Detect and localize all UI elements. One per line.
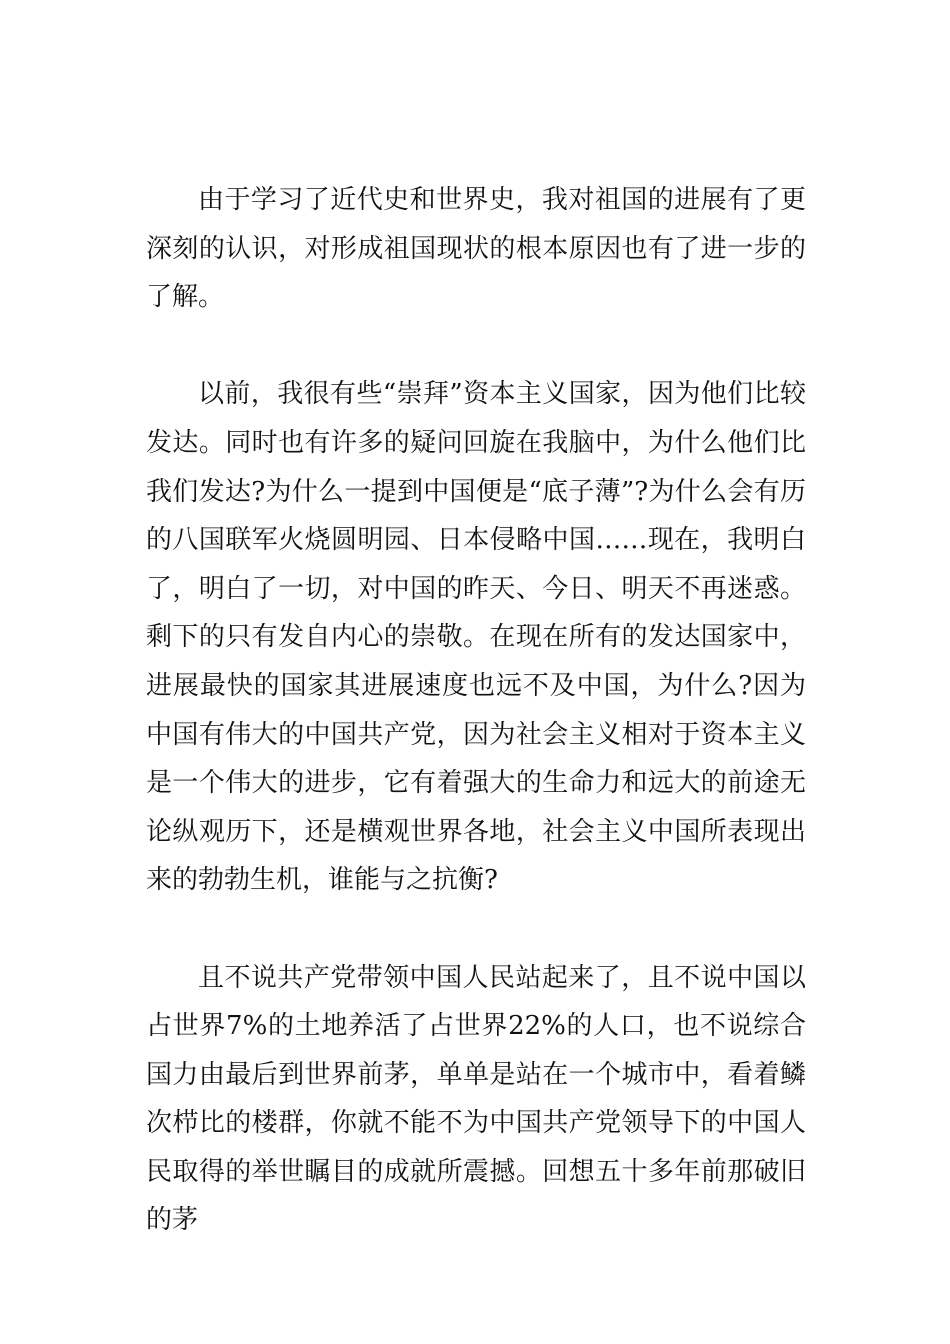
document-body bbox=[146, 176, 806, 1245]
paragraph-1: 由于学习了近代史和世界史，我对祖国的进展有了更深刻的认识，对形成祖国现状的根本原因也有了进一步的了解。 bbox=[146, 185, 806, 313]
paragraph-3: 且不说共产党带领中国人民站起来了，且不说中国以占世界7%的土地养活了占世界22%的人口，也不说综合国力由最后到世界前茅，单单是站在一个城市中，看着鳞次栉比的楼群，你就不能不为中国共产党领导下的中国人民取得的举世瞩目的成就所震撼。回想五十多年前那破旧的茅 bbox=[146, 962, 806, 1236]
paragraph-2: 以前，我很有些“崇拜”资本主义国家，因为他们比较发达。同时也有许多的疑问回旋在我脑中，为什么他们比我们发达?为什么一提到中国便是“底子薄”?为什么会有历的八国联军火烧圆明园、日本侵略中国……现在，我明白了，明白了一切，对中国的昨天、今日、明天不再迷惑。剩下的只有发自内心的崇敬。在现在所有的发达国家中，进展最快的国家其进展速度也远不及中国，为什么?因为中国有伟大的中国共产党，因为社会主义相对于资本主义是一个伟大的进步，它有着强大的生命力和远大的前途无论纵观历下，还是横观世界各地，社会主义中国所表现出来的勃勃生机，谁能与之抗衡? bbox=[146, 379, 806, 896]
paragraph-spacer bbox=[146, 322, 806, 371]
paragraph-spacer bbox=[146, 905, 806, 954]
